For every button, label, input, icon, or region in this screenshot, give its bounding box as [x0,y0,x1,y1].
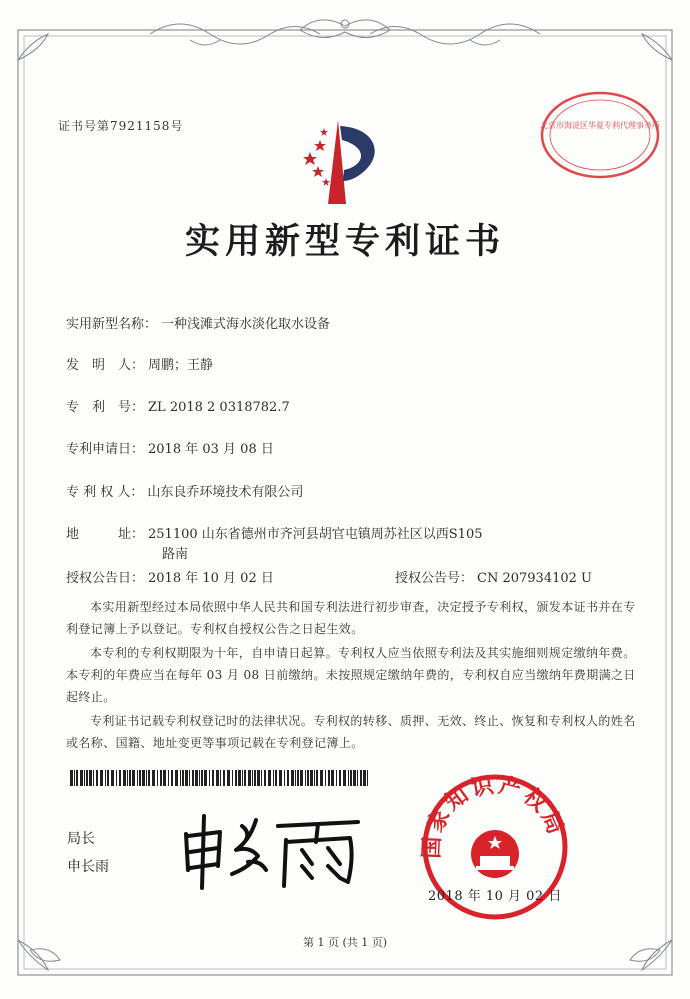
field-label: 授权公告日： [66,571,145,586]
field-value: 2018 年 10 月 02 日 [148,571,274,586]
barcode-icon [70,770,370,786]
field-grant-no [395,567,592,586]
field-patent-no [66,396,290,415]
cnipa-logo-icon [288,118,388,208]
field-model-name [66,313,330,332]
seal-date: 2018 年 10 月 02 日 [428,889,562,904]
certificate-number: 证书号第7921158号 [58,119,184,133]
field-address-line2: 路南 [162,547,189,562]
field-value: 周鹏；王静 [148,358,214,373]
field-address [66,523,483,542]
body-paragraph-2: 本专利的专利权期限为十年，自申请日起算。专利权人应当依照专利法及其实施细则规定缴纳年费。本专利的年费应当在每年 03 月 08 日前缴纳。未按照规定缴纳年费的，专利权自应当缴纳年费期满之日起终止。 [66,646,636,704]
national-emblem-icon [471,830,519,878]
field-value: 2018 年 03 月 08 日 [148,442,274,457]
field-filing-date [66,438,274,457]
field-label: 地 址： [66,527,145,542]
field-label: 专 利 号： [66,400,145,415]
director-name: 申长雨 [67,859,109,875]
field-value: ZL 2018 2 0318782.7 [148,400,290,415]
certificate-title: 实用新型专利证书 [184,221,505,262]
field-label: 授权公告号： [395,571,474,586]
field-value: 一种浅滩式海水淡化取水设备 [161,317,331,332]
field-label: 专利申请日： [66,442,145,457]
field-inventor [66,354,213,373]
page-footer: 第 1 页 (共 1 页) [302,936,388,949]
agency-seal [538,88,663,183]
field-value: 251100 山东省德州市齐河县胡官屯镇周苏社区以西S105 [148,527,483,542]
field-label: 专 利 权 人： [66,485,144,500]
field-grant-date [66,567,274,586]
signature-image [178,812,368,892]
director-title: 局长 [67,831,95,847]
field-label: 实用新型名称： [66,317,158,332]
certificate-body [66,596,636,754]
field-value: 山东良乔环境技术有限公司 [147,485,304,500]
agency-seal-text: 北京市海淀区华夏专利代理事务所 [540,121,660,130]
seal-text: 国家知识产权局 [420,772,569,860]
field-value: CN 207934102 U [477,571,592,586]
body-paragraph-1: 本实用新型经过本局依照中华人民共和国专利法进行初步审查，决定授予专利权，颁发本证书并在专利登记簿上予以登记。专利权自授权公告之日起生效。 [66,600,636,636]
body-paragraph-3: 专利证书记载专利权登记时的法律状况。专利权的转移、质押、无效、终止、恢复和专利权人的姓名或名称、国籍、地址变更等事项记载在专利登记簿上。 [66,714,636,750]
field-label: 发 明 人： [66,358,145,373]
field-patentee [66,481,303,500]
